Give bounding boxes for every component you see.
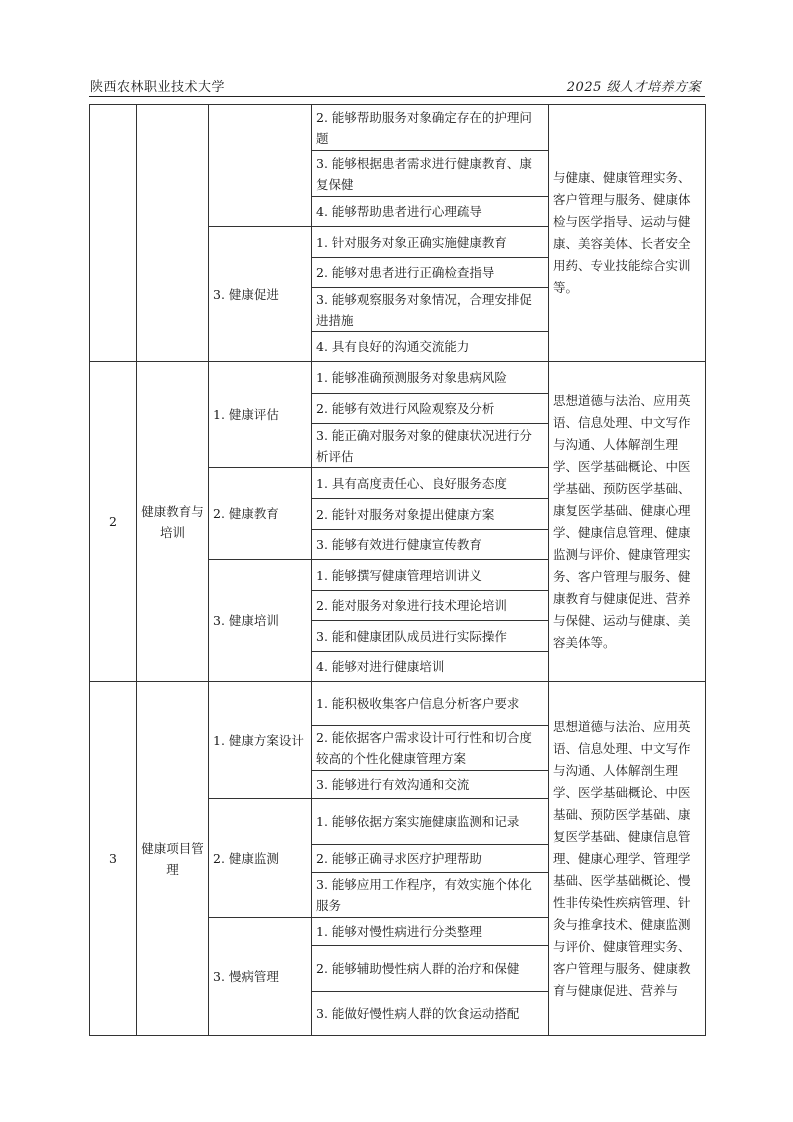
ability-item: 3. 能够进行有效沟通和交流	[312, 771, 549, 799]
ability-item: 2. 能够对患者进行正确检查指导	[312, 258, 549, 288]
table-row	[90, 682, 706, 726]
ability-item: 3. 能和健康团队成员进行实际操作	[312, 621, 549, 652]
courses-cell: 思想道德与法治、应用英语、信息处理、中文写作与沟通、人体解剖生理学、医学基础概论、中医基础、预防医学基础、康复医学基础、健康信息管理、健康心理学、管理学基础、医学基础概论、慢性非传染性疾病管理、针灸与推拿技术、健康监测与评价、健康管理实务、客户管理与服务、健康教育与健康促进、营养与	[549, 682, 706, 1036]
ability-item: 3. 能正确对服务对象的健康状况进行分析评估	[312, 424, 549, 468]
ability-item: 3. 能够有效进行健康宣传教育	[312, 530, 549, 560]
row-number-cell	[90, 105, 137, 362]
ability-item: 2. 能够有效进行风险观察及分析	[312, 394, 549, 424]
ability-item: 4. 能够帮助患者进行心理疏导	[312, 197, 549, 227]
work-area-cell: 健康教育与培训	[137, 362, 209, 682]
task-cell: 3. 慢病管理	[209, 918, 312, 1036]
ability-item: 1. 能够对慢性病进行分类整理	[312, 918, 549, 946]
ability-item: 4. 能够对进行健康培训	[312, 652, 549, 682]
task-cell: 3. 健康培训	[209, 560, 312, 682]
row-number-cell: 2	[90, 362, 137, 682]
ability-item: 4. 具有良好的沟通交流能力	[312, 332, 549, 362]
task-cell: 3. 健康促进	[209, 227, 312, 362]
ability-item: 2. 能对服务对象进行技术理论培训	[312, 591, 549, 621]
task-cell: 2. 健康教育	[209, 468, 312, 560]
ability-item: 3. 能够应用工作程序，有效实施个体化服务	[312, 873, 549, 918]
ability-item: 1. 能够撰写健康管理培训讲义	[312, 560, 549, 591]
row-number-cell: 3	[90, 682, 137, 1036]
ability-item: 1. 能够准确预测服务对象患病风险	[312, 362, 549, 394]
ability-item: 2. 能依据客户需求设计可行性和切合度较高的个性化健康管理方案	[312, 726, 549, 771]
header-divider	[89, 96, 705, 97]
ability-item: 3. 能够根据患者需求进行健康教育、康复保健	[312, 151, 549, 197]
ability-item: 2. 能够辅助慢性病人群的治疗和保健	[312, 946, 549, 992]
task-cell: 2. 健康监测	[209, 799, 312, 918]
task-cell	[209, 105, 312, 227]
work-area-cell	[137, 105, 209, 362]
ability-item: 1. 具有高度责任心、良好服务态度	[312, 468, 549, 499]
courses-cell: 与健康、健康管理实务、客户管理与服务、健康体检与医学指导、运动与健康、美容美体、长者安全用药、专业技能综合实训等。	[549, 105, 706, 362]
ability-item: 1. 针对服务对象正确实施健康教育	[312, 227, 549, 258]
ability-item: 2. 能够帮助服务对象确定存在的护理问题	[312, 105, 549, 151]
header-school-name: 陕西农林职业技术大学	[90, 80, 226, 95]
table-row	[90, 362, 706, 394]
header-document-title: 2025 级人才培养方案	[566, 80, 701, 95]
task-cell: 1. 健康方案设计	[209, 682, 312, 799]
table-row	[90, 105, 706, 151]
work-area-cell: 健康项目管理	[137, 682, 209, 1036]
ability-item: 2. 能针对服务对象提出健康方案	[312, 499, 549, 530]
ability-item: 3. 能做好慢性病人群的饮食运动搭配	[312, 992, 549, 1036]
task-cell: 1. 健康评估	[209, 362, 312, 468]
ability-item: 3. 能够观察服务对象情况，合理安排促进措施	[312, 288, 549, 332]
ability-item: 1. 能积极收集客户信息分析客户要求	[312, 682, 549, 726]
ability-item: 2. 能够正确寻求医疗护理帮助	[312, 845, 549, 873]
ability-item: 1. 能够依据方案实施健康监测和记录	[312, 799, 549, 845]
talent-plan-table	[89, 104, 706, 1036]
courses-cell: 思想道德与法治、应用英语、信息处理、中文写作与沟通、人体解剖生理学、医学基础概论、中医学基础、预防医学基础、康复医学基础、健康心理学、健康信息管理、健康监测与评价、健康管理实务、客户管理与服务、健康教育与健康促进、营养与保健、运动与健康、美容美体等。	[549, 362, 706, 682]
